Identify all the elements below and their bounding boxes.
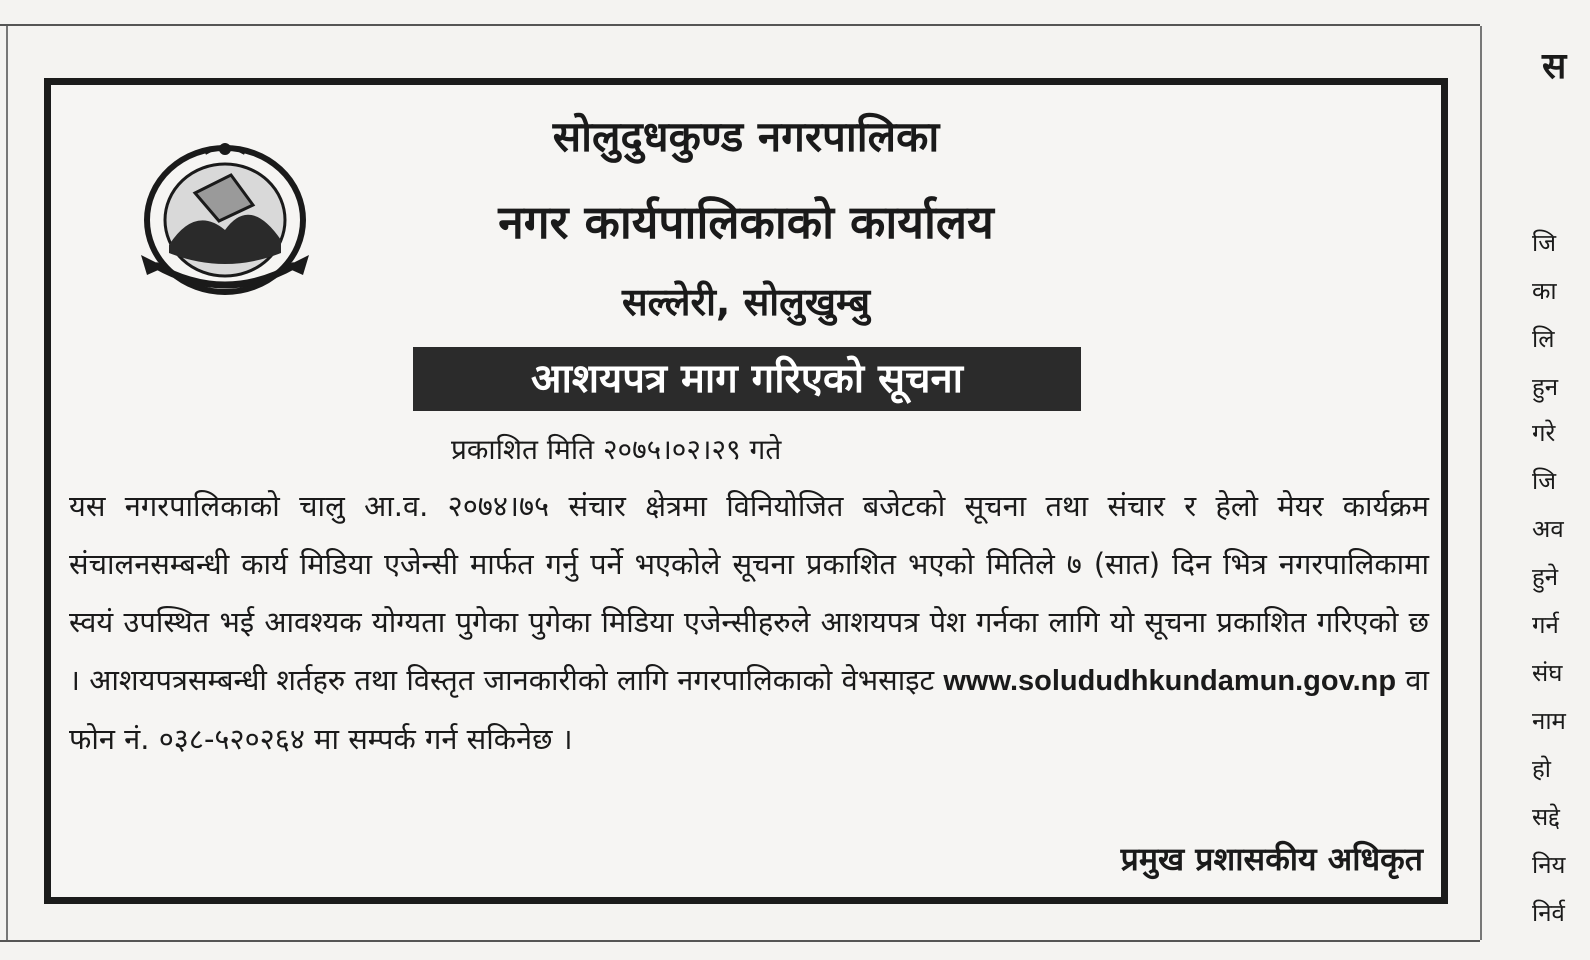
contact-text: वा फोन नं. ०३८-५२०२६४ मा सम्पर्क गर्न सकिनेछ । — [69, 663, 1429, 756]
adjacent-line: संघ — [1532, 659, 1563, 687]
municipality-name: सोलुदुधकुण्ड नगरपालिका — [552, 112, 940, 161]
adjacent-line: गर्न — [1532, 611, 1559, 639]
website-link[interactable]: www.solududhkundamun.gov.np — [943, 665, 1397, 697]
adjacent-line: गरे — [1532, 419, 1556, 447]
adjacent-line: निय — [1532, 851, 1566, 879]
adjacent-line: हुन — [1532, 373, 1559, 401]
adjacent-line: जि — [1532, 467, 1557, 495]
signatory-title: प्रमुख प्रशासकीय अधिकृत — [1120, 840, 1423, 878]
adjacent-column — [1530, 0, 1590, 960]
notice-box — [44, 78, 1448, 904]
adjacent-line: हुने — [1532, 563, 1559, 591]
notice-body — [69, 477, 1429, 768]
adjacent-line: का — [1532, 277, 1557, 305]
adjacent-line: अव — [1532, 515, 1564, 543]
office-name: नगर कार्यपालिकाको कार्यालय — [498, 195, 994, 249]
adjacent-line: सद्दे — [1532, 803, 1560, 831]
page-bottom-rule — [0, 940, 1480, 942]
adjacent-line: जि — [1532, 229, 1557, 257]
adjacent-heading: स — [1542, 46, 1567, 87]
notice-banner: आशयपत्र माग गरिएको सूचना — [413, 347, 1081, 411]
adjacent-line: नाम — [1532, 707, 1566, 735]
adjacent-line: लि — [1532, 325, 1555, 353]
office-location: सल्लेरी, सोलुखुम्बु — [621, 280, 871, 324]
page-top-rule — [0, 24, 1480, 26]
page-left-rule — [6, 26, 8, 940]
adjacent-line: हो — [1532, 755, 1551, 783]
body-paragraph: यस नगरपालिकाको चालु आ.व. २०७४।७५ संचार क्षेत्रमा विनियोजित बजेटको सूचना तथा संचार र हेलो मेयर कार्यक्रम संचालनसम्बन्धी कार्य मिडिया एजेन्सी मार्फत गर्नु पर्ने भएकोले सूचना प्रकाशित भएको मितिले ७ (सात) दिन भित्र नगरपालिकामा स्वयं उपस्थित भई आवश्यक योग्यता पुगेका पुगेका मिडिया एजेन्सीहरुले आशयपत्र पेश गर्नका लागि यो सूचना प्रकाशित गरिएको छ । आशयपत्रसम्बन्धी शर्तहरु तथा विस्तृत जानकारीको लागि नगरपालिकाको वेभसाइट — [69, 489, 1429, 697]
published-date: प्रकाशित मिति २०७५।०२।२९ गते — [451, 433, 782, 466]
adjacent-line: निर्व — [1532, 899, 1565, 927]
column-divider — [1480, 26, 1482, 940]
